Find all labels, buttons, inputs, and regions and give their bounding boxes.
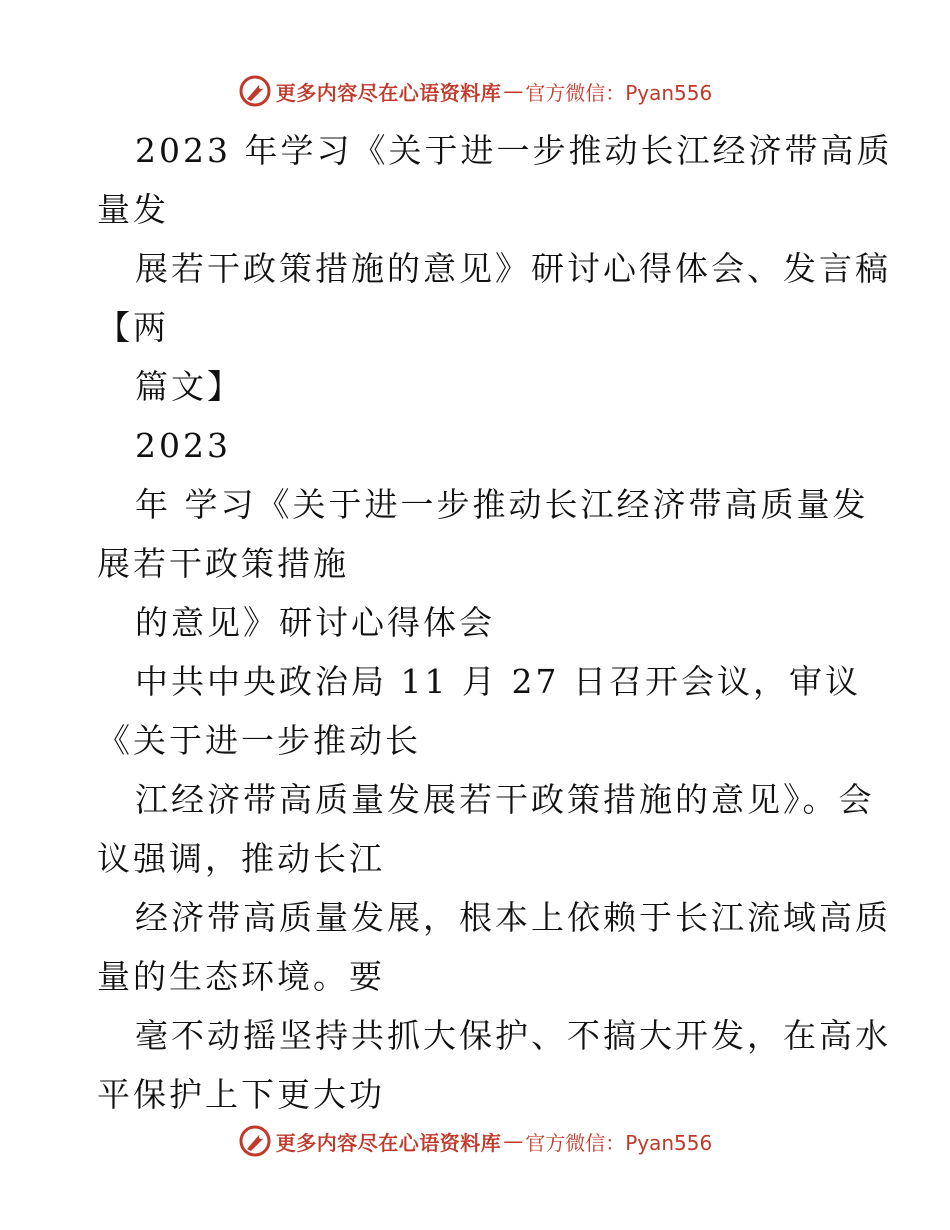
watermark-separator: — <box>503 79 524 103</box>
title-line-5: 篇文】 <box>135 367 243 406</box>
title-line-2: 量发 <box>97 190 169 229</box>
watermark-wechat-text: 官方微信：Pyan556 <box>525 1130 713 1155</box>
paragraph-line: 毫不动摇坚持共抓大保护、不搞大开发，在高水 <box>135 1016 891 1055</box>
subtitle-line-3: 展若干政策措施 <box>97 544 349 583</box>
paragraph-line: 议强调，推动长江 <box>97 839 385 878</box>
watermark-separator: — <box>503 1129 524 1153</box>
subtitle-line-1: 2023 <box>135 426 231 465</box>
subtitle-line-4: 的意见》研讨心得体会 <box>135 603 495 642</box>
subtitle-line-2: 年 学习《关于进一步推动长江经济带高质量发 <box>135 485 869 524</box>
watermark-site-text: 更多内容尽在心语资料库 <box>275 1130 502 1155</box>
paragraph-line: 平保护上下更大功 <box>97 1075 385 1114</box>
title-line-1: 2023 年学习《关于进一步推动长江经济带高质 <box>135 131 893 170</box>
pen-nib-logo-icon <box>238 1124 272 1158</box>
watermark-site-text: 更多内容尽在心语资料库 <box>275 80 502 105</box>
document-body <box>97 121 893 1124</box>
watermark-wechat-text: 官方微信：Pyan556 <box>525 80 713 105</box>
title-line-3: 展若干政策措施的意见》研讨心得体会、发言稿 <box>135 249 891 288</box>
paragraph-line: 量的生态环境。要 <box>97 957 385 996</box>
pen-nib-logo-icon <box>238 74 272 108</box>
paragraph-line: 经济带高质量发展，根本上依赖于长江流域高质 <box>135 898 891 937</box>
paragraph-line: 中共中央政治局 11 月 27 日召开会议，审议 <box>135 662 861 701</box>
paragraph-line: 江经济带高质量发展若干政策措施的意见》。会 <box>135 780 875 819</box>
title-line-4: 【两 <box>97 308 169 347</box>
header-watermark <box>0 71 950 111</box>
footer-watermark <box>0 1121 950 1161</box>
paragraph-line: 《关于进一步推动长 <box>97 721 421 760</box>
